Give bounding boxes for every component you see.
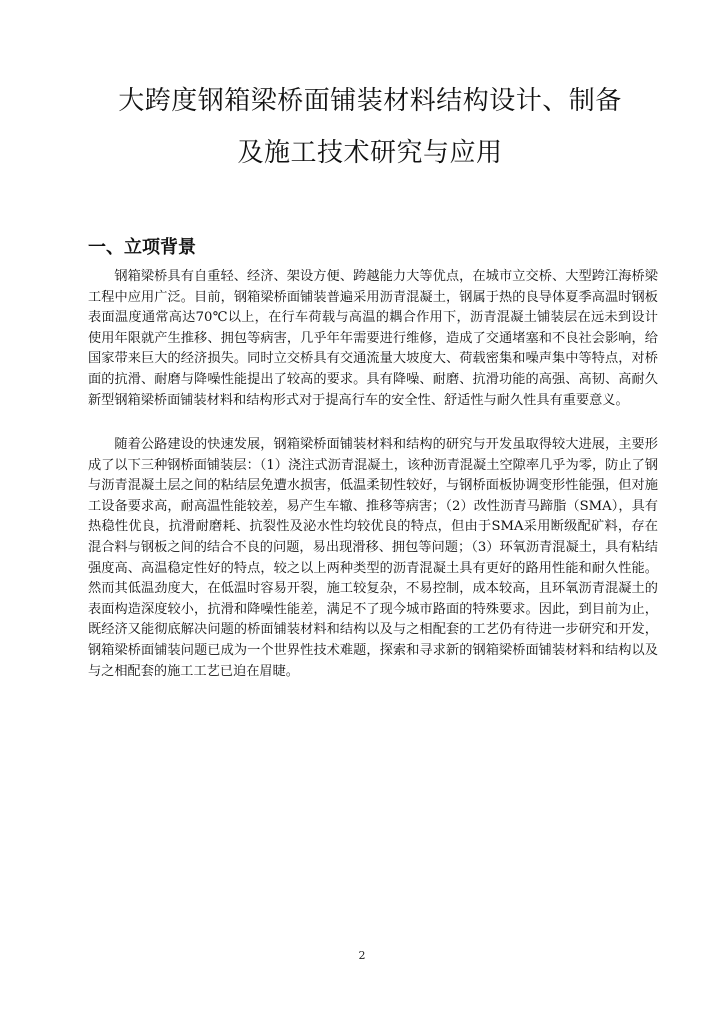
page-number: 2	[358, 949, 366, 962]
body-paragraph-1: 钢箱梁桥具有自重轻、经济、架设方便、跨越能力大等优点，在城市立交桥、大型跨江海桥梁工程中应用广泛。目前，钢箱梁桥面铺装普遍采用沥青混凝土，钢属于热的良导体夏季高温时钢板表面温度通常高达70℃以上，在行车荷载与高温的耦合作用下，沥青混凝土铺装层在远未到设计使用年限就产生推移、拥包等病害，几乎年年需要进行维修，造成了交通堵塞和不良社会影响，给国家带来巨大的经济损失。同时立交桥具有交通流量大坡度大、荷载密集和噪声集中等特点，对桥面的抗滑、耐磨与降噪性能提出了较高的要求。具有降噪、耐磨、抗滑功能的高强、高韧、高耐久新型钢箱梁桥面铺装材料和结构形式对于提高行车的安全性、舒适性与耐久性具有重要意义。	[88, 269, 658, 408]
section-heading: 一、立项背景	[88, 237, 196, 258]
document-title-line-2: 及施工技术研究与应用	[237, 138, 503, 168]
body-paragraph-2: 随着公路建设的快速发展，钢箱梁桥面铺装材料和结构的研究与开发虽取得较大进展，主要形成了以下三种钢桥面铺装层：（1）浇注式沥青混凝土，该种沥青混凝土空隙率几乎为零，防止了钢与沥青混凝土层之间的粘结层免遭水损害，低温柔韧性较好，与钢桥面板协调变形性能强，但对施工设备要求高，耐高温性能较差，易产生车辙、推移等病害；（2）改性沥青马蹄脂（SMA），具有热稳性优良，抗滑耐磨耗、抗裂性及泌水性均较优良的特点，但由于SMA采用断级配矿料，存在混合料与钢板之间的结合不良的问题，易出现滑移、拥包等问题；（3）环氧沥青混凝土，具有粘结强度高、高温稳定性好的特点，较之以上两种类型的沥青混凝土具有更好的路用性能和耐久性能。然而其低温劲度大，在低温时容易开裂，施工较复杂，不易控制，成本较高，且环氧沥青混凝土的表面构造深度较小，抗滑和降噪性能差，满足不了现今城市路面的特殊要求。因此，到目前为止，既经济又能彻底解决问题的桥面铺装材料和结构以及与之相配套的工艺仍有待进一步研究和开发，钢箱梁桥面铺装问题已成为一个世界性技术难题，探索和寻求新的钢箱梁桥面铺装材料和结构以及与之相配套的施工工艺已迫在眉睫。	[88, 437, 658, 679]
document-title-line-1: 大跨度钢箱梁桥面铺装材料结构设计、制备	[118, 86, 622, 116]
